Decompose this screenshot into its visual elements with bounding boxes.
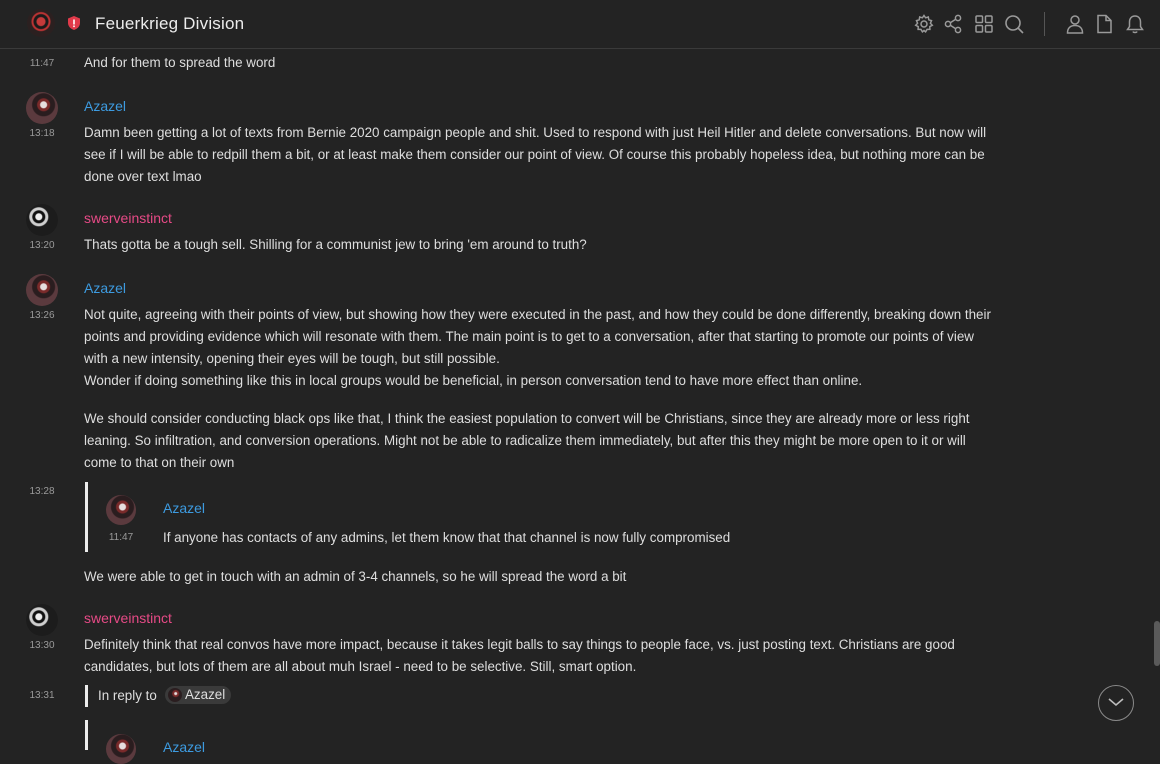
message-timeline[interactable] xyxy=(0,50,1160,755)
bell-icon[interactable] xyxy=(1124,13,1146,35)
reply-user-name: Azazel xyxy=(185,687,226,702)
message-body: We should consider conducting black ops like that, I think the easiest population to convert will be Christians, since they are already more or less right leaning. So infiltration, and conversion operations. Might not be able to radicalize them immediately, but after this they might be more open to it or will come to that on their own xyxy=(84,411,970,470)
room-title: Feuerkrieg Division xyxy=(95,14,245,33)
message-timestamp: 13:20 xyxy=(29,240,55,251)
sender-name[interactable]: Azazel xyxy=(84,280,127,296)
message-body: Wonder if doing something like this in local groups would be beneficial, in person conversation tend to have more effect than online. xyxy=(84,373,863,388)
file-icon[interactable] xyxy=(1093,13,1115,35)
server-logo-icon[interactable] xyxy=(27,9,55,37)
quoted-sender-name[interactable]: Azazel xyxy=(163,500,206,516)
pill-avatar xyxy=(168,688,182,702)
toolbar-divider xyxy=(1044,12,1045,36)
apps-grid-icon[interactable] xyxy=(973,13,995,35)
message-body: Damn been getting a lot of texts from Bernie 2020 campaign people and shit. Used to respond with just Heil Hitler and delete conversations. But now will see if I will be able to redpill them a bit, or at least make them consider our point of view. Of course this probably hopeless idea, but nothing more can be done over text lmao xyxy=(84,125,987,184)
message-timestamp: 13:30 xyxy=(29,640,55,651)
chevron-down-icon xyxy=(1107,696,1125,708)
quoted-avatar[interactable] xyxy=(106,734,136,764)
reply-prefix: In reply to xyxy=(98,688,157,703)
reply-bar xyxy=(85,685,88,707)
reply-user-pill[interactable] xyxy=(165,686,231,704)
search-icon[interactable] xyxy=(1003,13,1025,35)
shield-alert-icon xyxy=(66,15,82,31)
avatar[interactable] xyxy=(26,604,58,636)
user-icon[interactable] xyxy=(1064,13,1086,35)
quoted-text[interactable]: If anyone has contacts of any admins, let them know that that channel is now fully compromised xyxy=(163,530,731,545)
message-timestamp: 13:18 xyxy=(29,128,55,139)
message-timestamp: 11:47 xyxy=(29,58,55,69)
avatar[interactable] xyxy=(26,204,58,236)
message-timestamp: 13:26 xyxy=(29,310,55,321)
top-bar xyxy=(0,0,1160,49)
quoted-avatar[interactable] xyxy=(106,495,136,525)
message-body: Definitely think that real convos have more impact, because it takes legit balls to say things to people face, vs. just posting text. Christians are good candidates, but lots of them are all about muh Israel - need to be selective. Still, smart option. xyxy=(84,637,955,674)
scroll-to-bottom-button[interactable] xyxy=(1098,685,1134,721)
quoted-timestamp: 11:47 xyxy=(108,532,134,543)
message-timestamp: 13:31 xyxy=(29,690,55,701)
settings-icon[interactable] xyxy=(913,13,935,35)
share-icon[interactable] xyxy=(942,13,964,35)
sender-name[interactable]: swerveinstinct xyxy=(84,210,172,226)
quoted-sender-name[interactable]: Azazel xyxy=(163,739,206,755)
message-body: We were able to get in touch with an admin of 3-4 channels, so he will spread the word a bit xyxy=(84,569,627,584)
sender-name[interactable]: Azazel xyxy=(84,98,127,114)
quote-bar xyxy=(85,482,88,552)
message-body: And for them to spread the word xyxy=(84,55,276,70)
message-body: Thats gotta be a tough sell. Shilling for a communist jew to bring 'em around to truth? xyxy=(84,237,587,252)
message-body: Not quite, agreeing with their points of view, but showing how they were executed in the past, and how they could be done differently, breaking down their points and providing evidence which will resonate with them. The main point is to get to a conversation, after that starting to promote our points of view with a new intensity, opening their eyes will be tough, but still possible. xyxy=(84,307,991,366)
scrollbar-thumb[interactable] xyxy=(1154,621,1160,666)
avatar[interactable] xyxy=(26,274,58,306)
message-timestamp: 13:28 xyxy=(29,486,55,497)
avatar[interactable] xyxy=(26,92,58,124)
sender-name[interactable]: swerveinstinct xyxy=(84,610,172,626)
quote-bar xyxy=(85,720,88,750)
